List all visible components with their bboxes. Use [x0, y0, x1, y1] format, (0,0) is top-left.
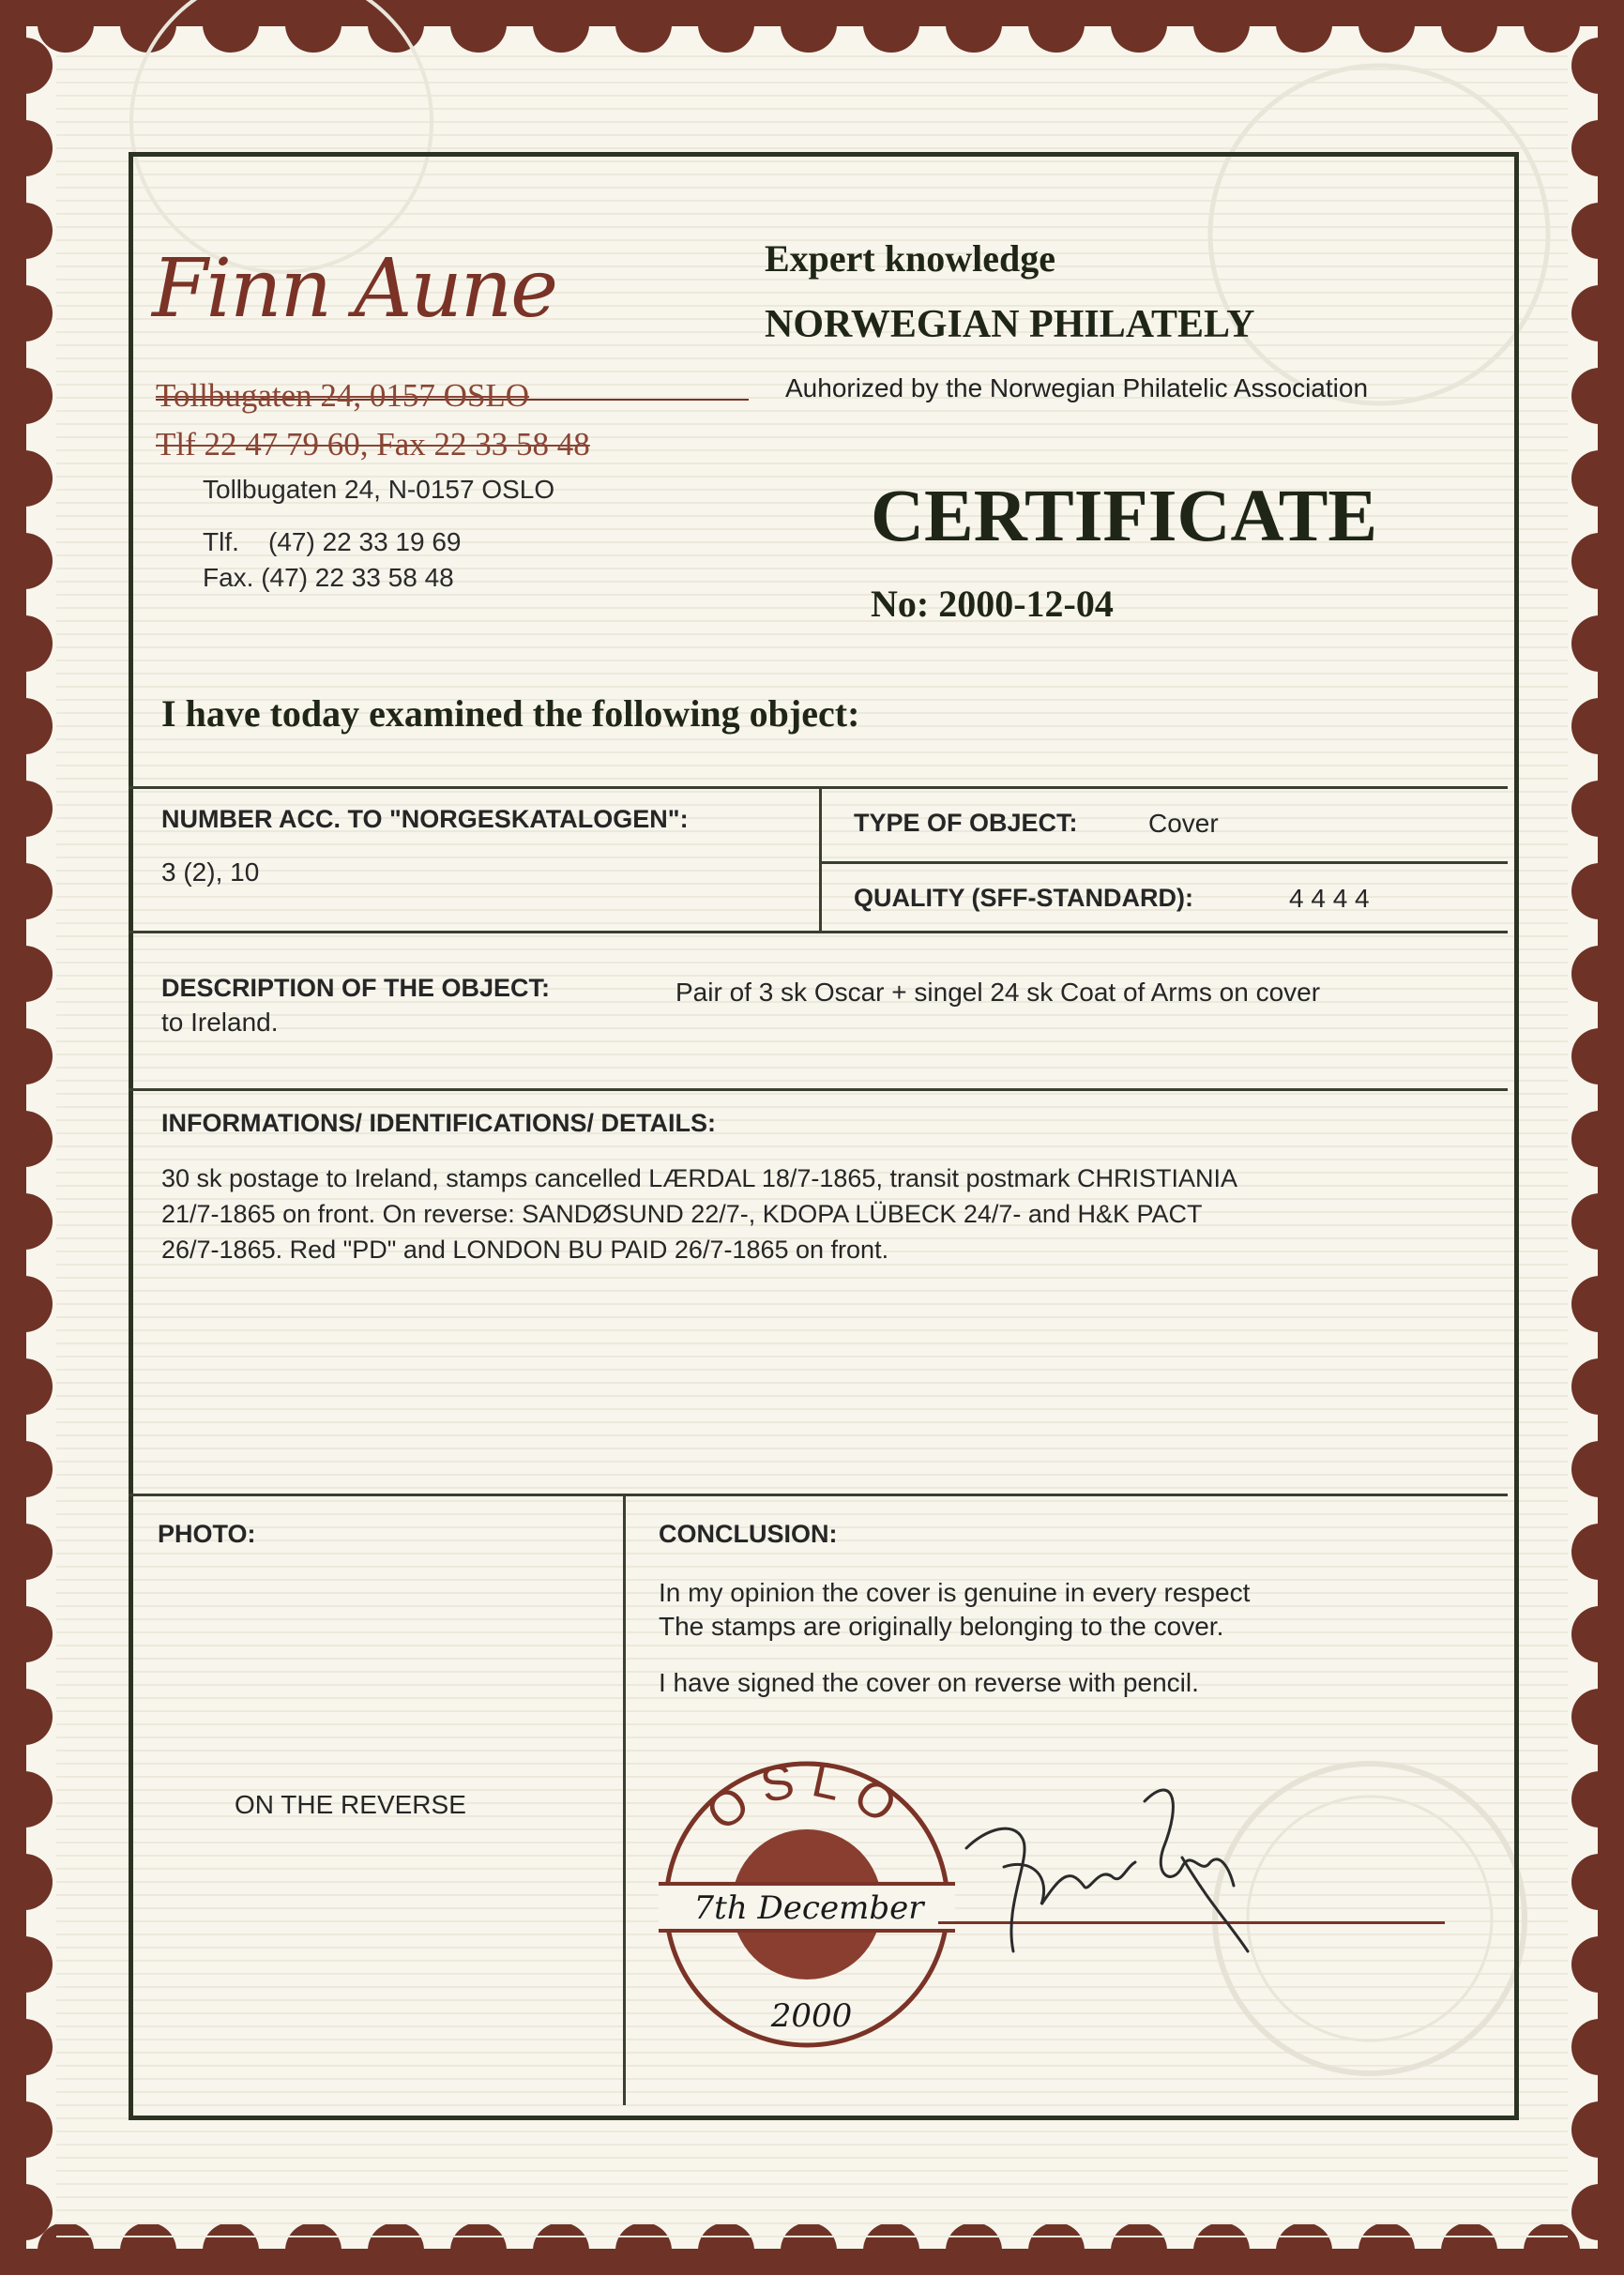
divider: [819, 786, 822, 933]
certificate-title: CERTIFICATE: [871, 476, 1378, 557]
conclusion-line: In my opinion the cover is genuine in every respect: [659, 1578, 1251, 1607]
old-phone-fax: Tlf 22 47 79 60, Fax 22 33 58 48: [156, 426, 590, 463]
description-line: to Ireland.: [161, 1008, 279, 1037]
information-label: INFORMATIONS/ IDENTIFICATIONS/ DETAILS:: [161, 1109, 716, 1137]
object-type-value: Cover: [1148, 809, 1219, 838]
information-line: 21/7-1865 on front. On reverse: SANDØSUND 22/7-, KDOPA LÜBECK 24/7- and H&K PACT: [161, 1200, 1203, 1228]
seal-date: 7th December: [693, 1889, 924, 1927]
information-line: 30 sk postage to Ireland, stamps cancelled LÆRDAL 18/7-1865, transit postmark CHRISTIANIA: [161, 1164, 1238, 1192]
divider: [129, 1088, 1508, 1091]
old-address: Tollbugaten 24, 0157 OSLO: [156, 377, 530, 414]
description-label: DESCRIPTION OF THE OBJECT:: [161, 974, 551, 1002]
catalog-number-label: NUMBER ACC. TO "NORGESKATALOGEN":: [161, 805, 689, 833]
object-type-label: TYPE OF OBJECT:: [854, 809, 1078, 837]
phone: Tlf. (47) 22 33 19 69: [203, 527, 462, 556]
fax: Fax. (47) 22 33 58 48: [203, 563, 454, 592]
authorization-line: Auhorized by the Norwegian Philatelic Association: [785, 373, 1369, 402]
conclusion-line: I have signed the cover on reverse with pencil.: [659, 1668, 1199, 1697]
divider: [819, 861, 1508, 864]
quality-label: QUALITY (SFF-STANDARD):: [854, 884, 1193, 912]
conclusion-label: CONCLUSION:: [659, 1520, 838, 1548]
company-logo: Finn Aune: [152, 242, 557, 336]
information-line: 26/7-1865. Red "PD" and LONDON BU PAID 26/7-1865 on front.: [161, 1236, 889, 1264]
certificate-number: No: 2000-12-04: [871, 583, 1114, 625]
address: Tollbugaten 24, N-0157 OSLO: [203, 475, 555, 504]
divider: [129, 1494, 1508, 1496]
examination-heading: I have today examined the following object:: [161, 692, 860, 735]
seal-year: 2000: [770, 1997, 853, 2035]
catalog-number-value: 3 (2), 10: [161, 857, 260, 887]
photo-note: ON THE REVERSE: [235, 1790, 466, 1819]
expert-title: Expert knowledge: [765, 237, 1055, 280]
quality-value: 4 4 4 4: [1289, 884, 1370, 913]
divider: [129, 786, 1508, 789]
handwritten-signature: [948, 1764, 1267, 1989]
conclusion-line: The stamps are originally belonging to the cover.: [659, 1612, 1224, 1641]
date-stamp-seal: [657, 1745, 957, 2064]
divider: [129, 931, 1508, 933]
photo-label: PHOTO:: [158, 1520, 256, 1548]
expert-subtitle: NORWEGIAN PHILATELY: [765, 303, 1255, 346]
description-line: Pair of 3 sk Oscar + singel 24 sk Coat of Arms on cover: [675, 978, 1321, 1007]
divider: [623, 1494, 626, 2105]
seal-city: OSLO: [696, 1752, 918, 1843]
